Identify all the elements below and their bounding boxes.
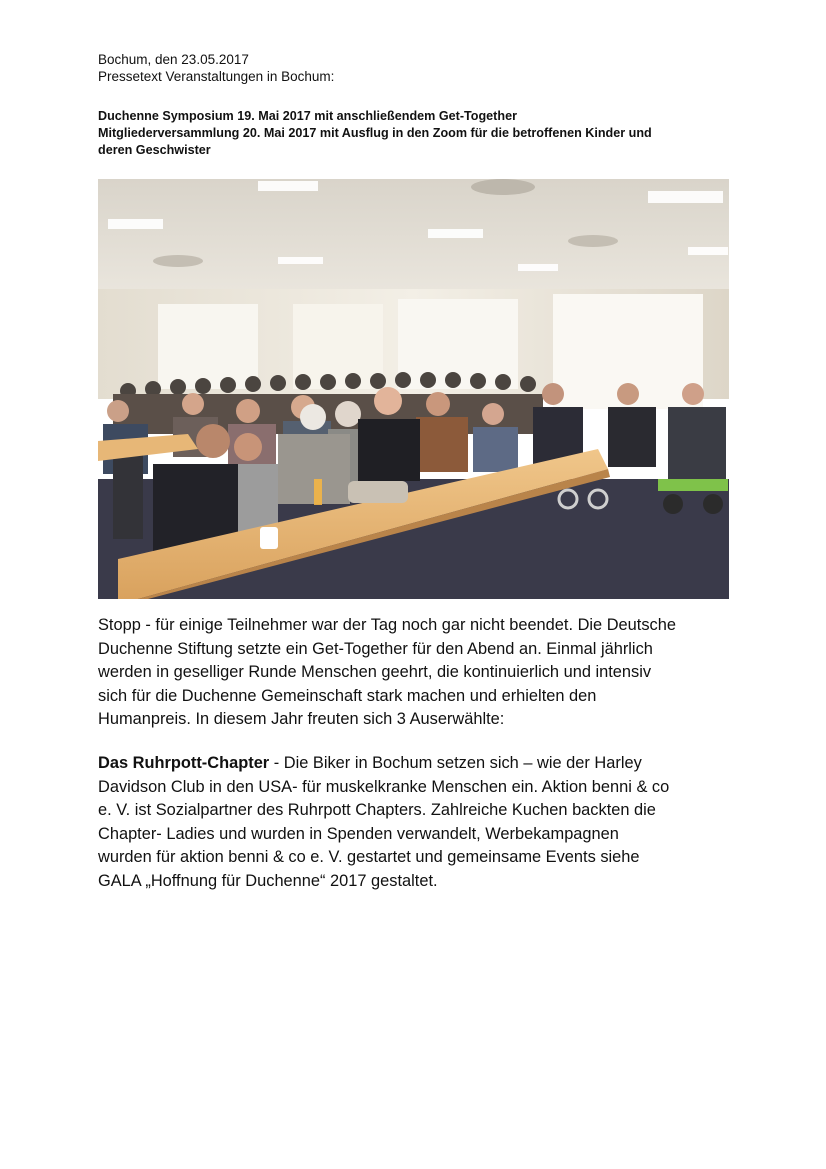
ceiling-light bbox=[278, 257, 323, 264]
headline bbox=[98, 108, 738, 159]
text-span: - Die Biker in Bochum setzen sich – wie der Harley bbox=[269, 754, 642, 772]
juice-glass bbox=[314, 479, 322, 505]
text-line: werden in geselliger Runde Menschen geehrt, die kontinuierlich und intensiv bbox=[98, 663, 652, 681]
subtitle-line: Pressetext Veranstaltungen in Bochum: bbox=[98, 69, 335, 84]
ceiling-light bbox=[258, 181, 318, 191]
ceiling-light bbox=[688, 247, 728, 255]
ceiling-light bbox=[648, 191, 723, 203]
ceiling-light bbox=[108, 219, 163, 229]
bold-lead: Das Ruhrpott-Chapter bbox=[98, 754, 270, 772]
headline-line: deren Geschwister bbox=[98, 143, 211, 157]
text-line: wurden für aktion benni & co e. V. gestartet und gemeinsame Events siehe bbox=[98, 848, 640, 866]
paragraph-get-together bbox=[98, 614, 738, 732]
event-photo bbox=[98, 179, 729, 599]
handbag bbox=[348, 481, 408, 503]
ceiling-light bbox=[428, 229, 483, 238]
text-line: Chapter- Ladies und wurden in Spenden verwandelt, Werbekampagnen bbox=[98, 824, 619, 843]
ceiling-vent bbox=[153, 255, 203, 267]
text-line: Davidson Club in den USA- für muskelkranke Menschen ein. Aktion benni & co bbox=[98, 777, 670, 796]
date-line: Bochum, den 23.05.2017 bbox=[98, 52, 249, 67]
ceiling-vent bbox=[471, 179, 535, 195]
paragraph-ruhrpott-chapter bbox=[98, 752, 738, 893]
headline-line: Mitgliederversammlung 20. Mai 2017 mit Ausflug in den Zoom für die betroffenen Kinder und bbox=[98, 126, 652, 140]
headline-line: Duchenne Symposium 19. Mai 2017 mit anschließendem Get-Together bbox=[98, 109, 517, 123]
ceiling-light bbox=[518, 264, 558, 271]
document-header bbox=[98, 51, 738, 85]
text-line: Duchenne Stiftung setzte ein Get-Together für den Abend an. Einmal jährlich bbox=[98, 639, 653, 658]
window bbox=[158, 304, 258, 389]
text-line: GALA „Hoffnung für Duchenne“ 2017 gestaltet. bbox=[98, 871, 438, 890]
text-line: Humanpreis. In diesem Jahr freuten sich 3 Auserwählte: bbox=[98, 710, 505, 728]
text-line: Stopp - für einige Teilnehmer war der Tag noch gar nicht beendet. Die Deutsche bbox=[98, 616, 676, 634]
text-line: e. V. ist Sozialpartner des Ruhrpott Chapters. Zahlreiche Kuchen backten die bbox=[98, 801, 656, 819]
text-line bbox=[98, 752, 738, 776]
coffee-cup bbox=[260, 527, 278, 549]
ceiling-vent bbox=[568, 235, 618, 247]
text-line: sich für die Duchenne Gemeinschaft stark machen und erhielten den bbox=[98, 686, 597, 705]
